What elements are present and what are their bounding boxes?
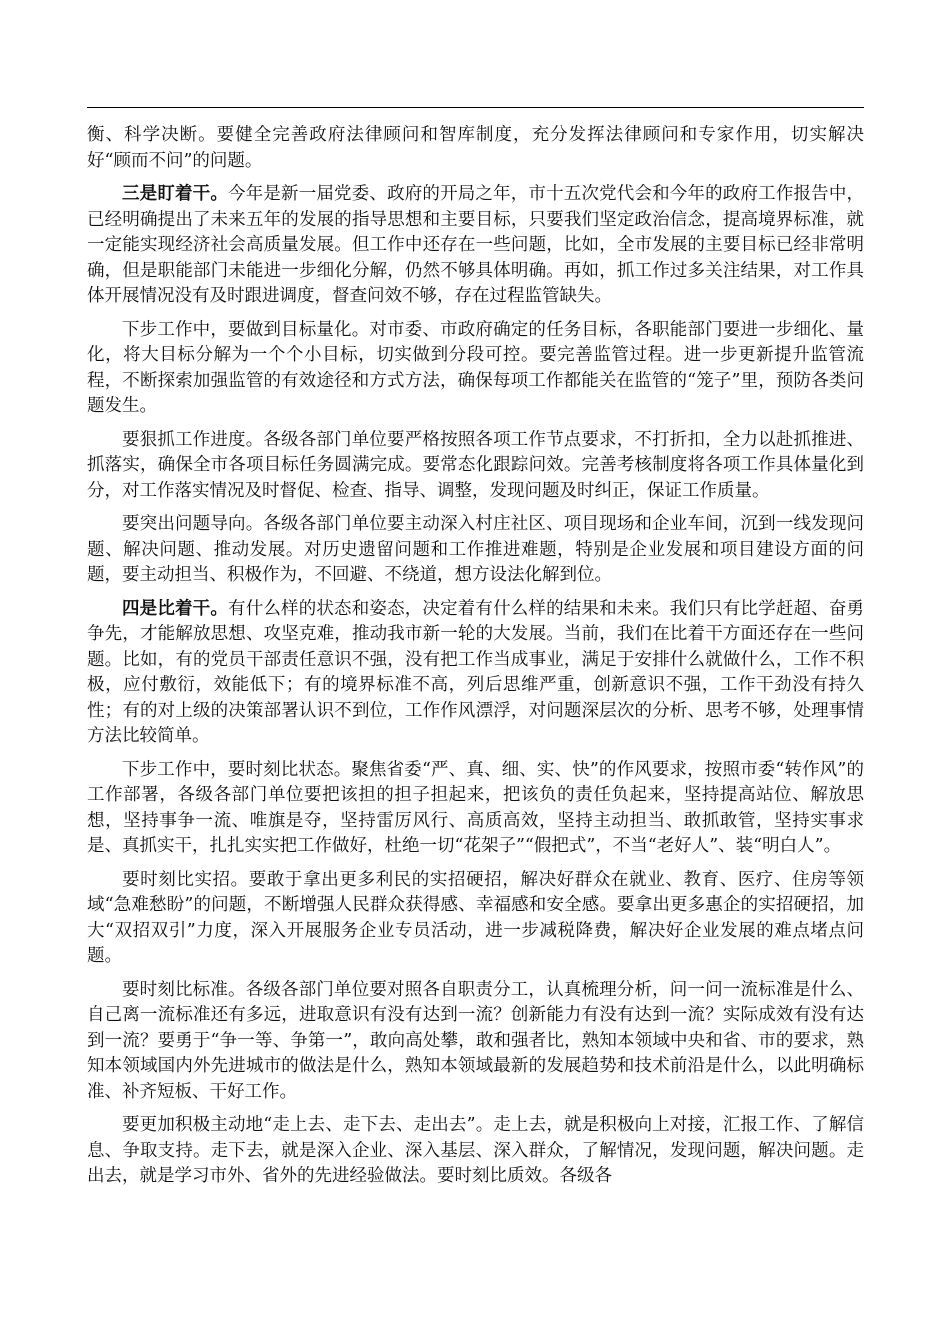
paragraph [87, 1113, 864, 1190]
paragraph [87, 428, 864, 505]
paragraph-text: 衡、科学决断。要健全完善政府法律顾问和智库制度，充分发挥法律顾问和专家作用，切实解决好“顾而不问”的问题。 [87, 125, 864, 171]
paragraph [87, 758, 864, 860]
paragraph [87, 978, 864, 1106]
paragraph-text: 要突出问题导向。各级各部门单位要主动深入村庄社区、项目现场和企业车间，沉到一线发现问题、解决问题、推动发展。对历史遗留问题和工作推进难题，特别是企业发展和项目建设方面的问题，要主动担当、积极作为，不回避、不绕道，想方设法化解到位。 [87, 514, 864, 585]
paragraph [87, 512, 864, 589]
paragraph [87, 182, 864, 310]
header-rule [87, 107, 864, 108]
paragraph-text: 要更加积极主动地“走上去、走下去、走出去”。走上去，就是积极向上对接，汇报工作、了解信息、争取支持。走下去，就是深入企业、深入基层、深入群众，了解情况，发现问题，解决问题。走出去，就是学习市外、省外的先进经验做法。要时刻比质效。各级各 [87, 1115, 864, 1186]
paragraph-text: 要时刻比实招。要敢于拿出更多利民的实招硬招，解决好群众在就业、教育、医疗、住房等领域“急难愁盼”的问题，不断增强人民群众获得感、幸福感和安全感。要拿出更多惠企的实招硬招，加大“双招双引”力度，深入开展服务企业专员活动，进一步减税降费，解决好企业发展的难点堵点问题。 [87, 869, 864, 966]
document-body [87, 123, 864, 1198]
paragraph [87, 123, 864, 174]
paragraph-text: 下步工作中，要做到目标量化。对市委、市政府确定的任务目标，各职能部门要进一步细化、量化，将大目标分解为一个个小目标，切实做到分段可控。要完善监管过程。进一步更新提升监管流程，不断探索加强监管的有效途径和方式方法，确保每项工作都能关在监管的“笼子”里，预防各类问题发生。 [87, 319, 864, 416]
paragraph-text: 下步工作中，要时刻比状态。聚焦省委“严、真、细、实、快”的作风要求，按照市委“转作风”的工作部署，各级各部门单位要把该担的担子担起来，把该负的责任负起来，坚持提高站位、解放思想，坚持事争一流、唯旗是夺，坚持雷厉风行、高质高效，坚持主动担当、敢抓敢管，坚持实事求是、真抓实干，扎扎实实把工作做好，杜绝一切“花架子”“假把式”，不当“老好人”、装“明白人”。 [87, 759, 864, 856]
paragraph [87, 868, 864, 970]
paragraph [87, 318, 864, 420]
paragraph-text: 要时刻比标准。各级各部门单位要对照各自职责分工，认真梳理分析，问一问一流标准是什么、自己离一流标准还有多远，进取意识有没有达到一流？创新能力有没有达到一流？实际成效有没有达到一流？要勇于“争一等、争第一”，敢向高处攀，敢和强者比，熟知本领域中央和省、市的要求，熟知本领域国内外先进城市的做法是什么，熟知本领域最新的发展趋势和技术前沿是什么，以此明确标准、补齐短板、干好工作。 [87, 979, 864, 1102]
paragraph [87, 597, 864, 750]
paragraph-lead: 三是盯着干。 [122, 184, 229, 204]
paragraph-text: 今年是新一届党委、政府的开局之年，市十五次党代会和今年的政府工作报告中，已经明确提出了未来五年的发展的指导思想和主要目标，只要我们坚定政治信念，提高境界标准，就一定能实现经济社会高质量发展。但工作中还存在一些问题，比如，全市发展的主要目标已经非常明确，但是职能部门未能进一步细化分解，仍然不够具体明确。再如，抓工作过多关注结果，对工作具体开展情况没有及时跟进调度，督查问效不够，存在过程监管缺失。 [87, 184, 865, 306]
paragraph-text: 有什么样的状态和姿态，决定着有什么样的结果和未来。我们只有比学赶超、奋勇争先，才能解放思想、攻坚克难，推动我市新一轮的大发展。当前，我们在比着干方面还存在一些问题。比如，有的党员干部责任意识不强，没有把工作当成事业，满足于安排什么就做什么，工作不积极，应付敷衍，效能低下；有的境界标准不高，列后思维严重，创新意识不强，工作干劲没有持久性；有的对上级的决策部署认识不到位，工作作风漂浮，对问题深层次的分析、思考不够，处理事情方法比较简单。 [87, 598, 865, 746]
paragraph-lead: 四是比着干。 [122, 598, 229, 619]
paragraph-text: 要狠抓工作进度。各级各部门单位要严格按照各项工作节点要求，不打折扣，全力以赴抓推进、抓落实，确保全市各项目标任务圆满完成。要常态化跟踪问效。完善考核制度将各项工作具体量化到分，对工作落实情况及时督促、检查、指导、调整，发现问题及时纠正，保证工作质量。 [87, 429, 864, 501]
